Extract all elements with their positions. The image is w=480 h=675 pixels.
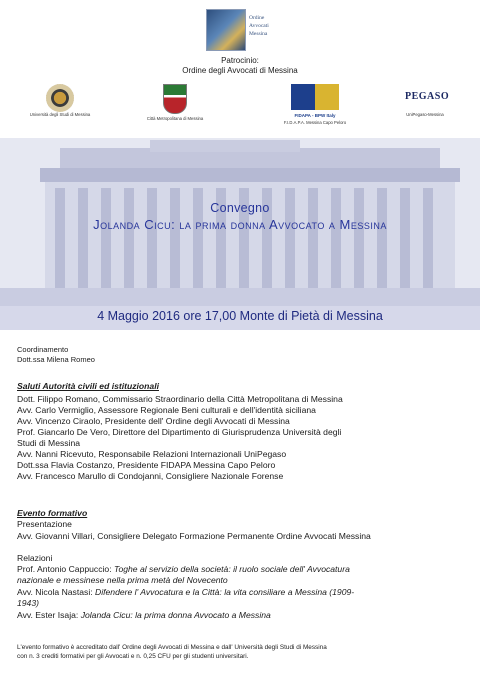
pegaso-logo-icon <box>405 84 450 110</box>
sponsor-caption: F.I.D.A.P.A. Messina Capo Peloro <box>283 120 347 125</box>
saluti-item: Avv. Vincenzo Ciraolo, Presidente dell' Ordine degli Avvocati di Messina <box>17 416 290 426</box>
footer-line1: L'evento formativo è accreditato dall' Ordine degli Avvocati di Messina e dall' Università degli Studi di Messina <box>17 644 327 651</box>
relazione-title: nazionale e messinese nella prima metà del Novecento <box>17 575 228 585</box>
building-illustration <box>0 138 480 330</box>
coordinamento-label: Coordinamento <box>17 345 69 354</box>
presentazione-label: Presentazione <box>17 519 72 529</box>
sponsor-caption: Università degli Studi di Messina <box>29 112 91 117</box>
city-crest-icon <box>163 84 187 114</box>
order-logo <box>204 7 294 53</box>
patrocinio-label: Patrocinio: <box>221 56 259 65</box>
relazione-speaker: Avv. Nicola Nastasi: <box>17 587 96 597</box>
saluti-item: Avv. Francesco Marullo di Condojanni, Consigliere Nazionale Forense <box>17 471 284 481</box>
fidapa-logo-icon <box>291 84 339 118</box>
order-logo-line1: Ordine <box>249 15 265 21</box>
banner <box>0 138 480 330</box>
presentazione-text: Avv. Giovanni Villari, Consigliere Delegato Formazione Permanente Ordine Avvocati Messina <box>17 531 371 541</box>
saluti-item: Avv. Carlo Vermiglio, Assessore Regionale Beni culturali e dell'identità siciliana <box>17 405 316 415</box>
sponsor-caption: Città Metropolitana di Messina <box>146 116 204 121</box>
relazione-speaker: Avv. Ester Isaja: <box>17 610 81 620</box>
evento-heading: Evento formativo <box>17 508 88 518</box>
pegaso-logo-text: PEGASO <box>405 91 450 102</box>
coordinamento-name: Dott.ssa Milena Romeo <box>17 355 95 364</box>
sponsor-university <box>15 84 105 118</box>
saluti-item: Dott. Filippo Romano, Commissario Straordinario della Città Metropolitana di Messina <box>17 394 343 404</box>
order-crest-icon <box>206 9 246 51</box>
relazione-speaker: Prof. Antonio Cappuccio: <box>17 564 114 574</box>
event-label: Convegno <box>210 201 270 215</box>
sponsor-city <box>130 84 220 122</box>
saluti-item: Dott.ssa Flavia Costanzo, Presidente FIDAPA Messina Capo Peloro <box>17 460 276 470</box>
sponsor-pegaso <box>380 84 470 118</box>
relazione-line <box>17 610 271 620</box>
relazione-line <box>17 564 350 574</box>
relazione-title: 1943) <box>17 598 39 608</box>
patrocinio <box>0 56 480 76</box>
saluti-item: Studi di Messina <box>17 438 81 448</box>
relazione-title: Difendere l' Avvocatura e la Città: la vita consiliare a Messina (1909- <box>95 587 355 597</box>
order-logo-line3: Messina <box>249 31 268 37</box>
sponsor-caption: UniPegaso-Messina <box>406 112 444 117</box>
event-title: Jolanda Cicu: la prima donna Avvocato a Messina <box>93 217 387 232</box>
relazione-line <box>17 587 354 597</box>
saluti-item: Avv. Nanni Ricevuto, Responsabile Relazioni Internazionali UniPegaso <box>17 449 287 459</box>
relazioni-label: Relazioni <box>17 553 53 563</box>
event-date-location: 4 Maggio 2016 ore 17,00 Monte di Pietà di Messina <box>97 309 383 323</box>
footer-line2: con n. 3 crediti formativi per gli Avvocati e n. 0,25 CFU per gli studenti universitari. <box>17 653 249 660</box>
fidapa-logo-text: FIDAPA - BPW Italy <box>294 113 336 118</box>
patrocinio-org: Ordine degli Avvocati di Messina <box>182 66 298 75</box>
saluti-heading: Saluti Autorità civili ed istituzionali <box>17 381 159 391</box>
order-logo-line2: Avvocati <box>249 23 269 29</box>
sponsor-fidapa <box>270 84 360 126</box>
saluti-item: Prof. Giancarlo De Vero, Direttore del Dipartimento di Giurisprudenza Università degli <box>17 427 342 437</box>
relazione-title: Jolanda Cicu: la prima donna Avvocato a Messina <box>80 610 271 620</box>
relazione-title: Toghe al servizio della società: il ruolo sociale dell' Avvocatura <box>113 564 350 574</box>
university-seal-icon <box>46 84 74 112</box>
